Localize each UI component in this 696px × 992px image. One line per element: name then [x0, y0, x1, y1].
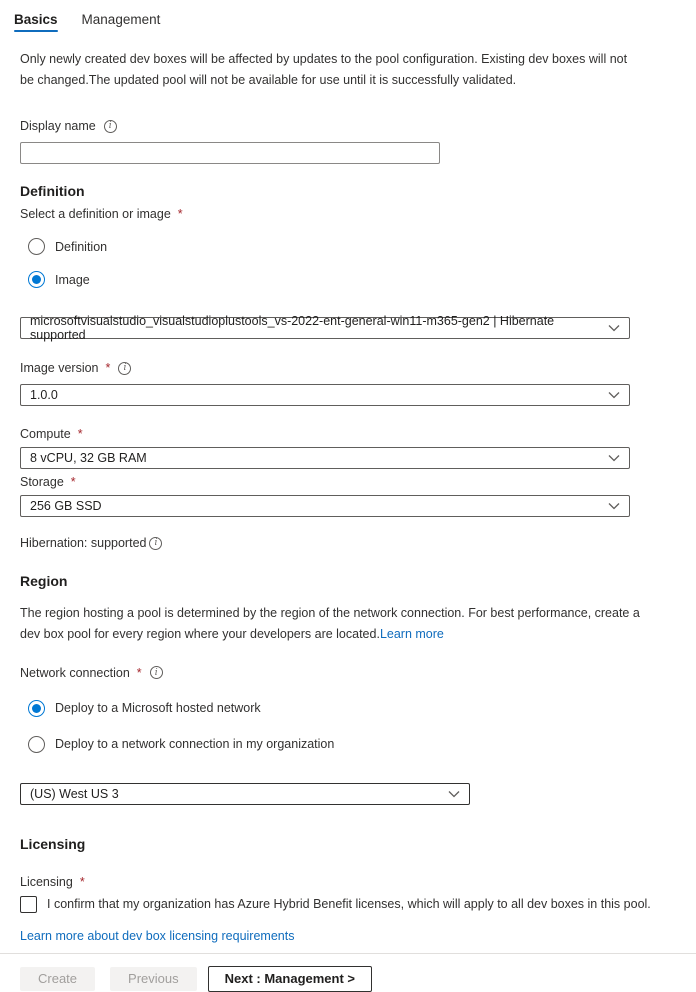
image-select-value: microsoftvisualstudio_visualstudioplustools_vs-2022-ent-general-win11-m365-gen2 | Hibernate supported: [30, 314, 555, 343]
region-learn-more-link[interactable]: Learn more: [379, 626, 444, 641]
definition-heading: Definition: [20, 183, 85, 200]
region-description: [20, 603, 642, 644]
image-version-label-text: Image version: [20, 361, 99, 376]
radio-image-label: Image: [55, 272, 90, 287]
radio-org-network-connection[interactable]: [28, 736, 682, 753]
hibernation-status-text: Hibernation: supported: [20, 536, 147, 551]
licensing-checkbox-label: I confirm that my organization has Azure Hybrid Benefit licenses, which will apply to all dev boxes in this pool.: [47, 896, 651, 911]
display-name-label: [20, 119, 682, 133]
tab-bar: [14, 12, 682, 35]
network-connection-label-text: Network connection: [20, 665, 130, 680]
region-description-text: The region hosting a pool is determined by the region of the network connection. For best performance, create a dev box pool for every region where your developers are located.: [20, 606, 640, 641]
image-version-value: 1.0.0: [30, 388, 58, 403]
pool-update-notice: Only newly created dev boxes will be affected by updates to the pool configuration. Existing dev boxes will not be changed.The updated pool will not be available for use until it is successfully validated.: [20, 52, 628, 87]
compute-label-text: Compute: [20, 427, 71, 442]
required-asterisk: *: [105, 361, 111, 376]
required-asterisk: *: [136, 665, 142, 680]
info-icon[interactable]: i: [149, 537, 162, 550]
next-management-button[interactable]: Next : Management >: [208, 966, 372, 992]
licensing-learn-more-link[interactable]: Learn more about dev box licensing requirements: [20, 928, 295, 943]
region-select[interactable]: [20, 783, 470, 805]
image-version-select[interactable]: [20, 384, 630, 406]
chevron-down-icon: [448, 790, 460, 798]
licensing-checkbox[interactable]: [20, 896, 37, 913]
tab-management[interactable]: Management: [81, 12, 161, 27]
display-name-input[interactable]: [20, 142, 440, 164]
required-asterisk: *: [79, 874, 85, 889]
required-asterisk: *: [70, 475, 76, 490]
chevron-down-icon: [608, 454, 620, 462]
radio-microsoft-hosted-network-label: Deploy to a Microsoft hosted network: [55, 701, 261, 715]
chevron-down-icon: [608, 324, 620, 332]
radio-microsoft-hosted-network[interactable]: [28, 700, 682, 717]
radio-circle-icon: [28, 238, 45, 255]
footer-divider: [0, 953, 696, 954]
compute-label: [20, 427, 682, 441]
compute-select[interactable]: [20, 447, 630, 469]
licensing-heading: Licensing: [20, 835, 86, 852]
radio-circle-icon: [28, 736, 45, 753]
licensing-checkbox-row: [20, 896, 682, 913]
storage-value: 256 GB SSD: [30, 499, 102, 514]
licensing-label: [20, 875, 682, 889]
compute-value: 8 vCPU, 32 GB RAM: [30, 451, 147, 466]
tab-basics[interactable]: Basics: [14, 12, 58, 35]
radio-org-network-connection-label: Deploy to a network connection in my organization: [55, 737, 335, 751]
info-icon[interactable]: i: [150, 666, 163, 679]
chevron-down-icon: [608, 391, 620, 399]
storage-select[interactable]: [20, 495, 630, 517]
info-icon[interactable]: i: [104, 120, 117, 133]
required-asterisk: *: [177, 207, 183, 222]
radio-definition-label: Definition: [55, 239, 108, 254]
storage-label-text: Storage: [20, 475, 64, 490]
hibernation-status: [20, 536, 682, 550]
network-connection-label: [20, 666, 682, 680]
radio-definition[interactable]: [28, 238, 682, 255]
basics-form: [14, 49, 682, 945]
storage-label: [20, 475, 682, 489]
radio-image[interactable]: [28, 271, 682, 288]
radio-circle-icon: [28, 700, 45, 717]
previous-button[interactable]: Previous: [110, 967, 197, 991]
create-button[interactable]: Create: [20, 967, 95, 991]
footer-buttons: [14, 966, 682, 992]
radio-circle-icon: [28, 271, 45, 288]
info-icon[interactable]: i: [118, 362, 131, 375]
definition-selector-label-text: Select a definition or image: [20, 207, 171, 222]
region-heading: Region: [20, 573, 68, 590]
image-select[interactable]: [20, 314, 630, 343]
required-asterisk: *: [77, 427, 83, 442]
chevron-down-icon: [608, 502, 620, 510]
image-version-label: [20, 361, 682, 375]
display-name-label-text: Display name: [20, 119, 96, 134]
definition-selector-label: [20, 207, 682, 221]
licensing-label-text: Licensing: [20, 874, 73, 889]
region-select-value: (US) West US 3: [30, 786, 119, 801]
